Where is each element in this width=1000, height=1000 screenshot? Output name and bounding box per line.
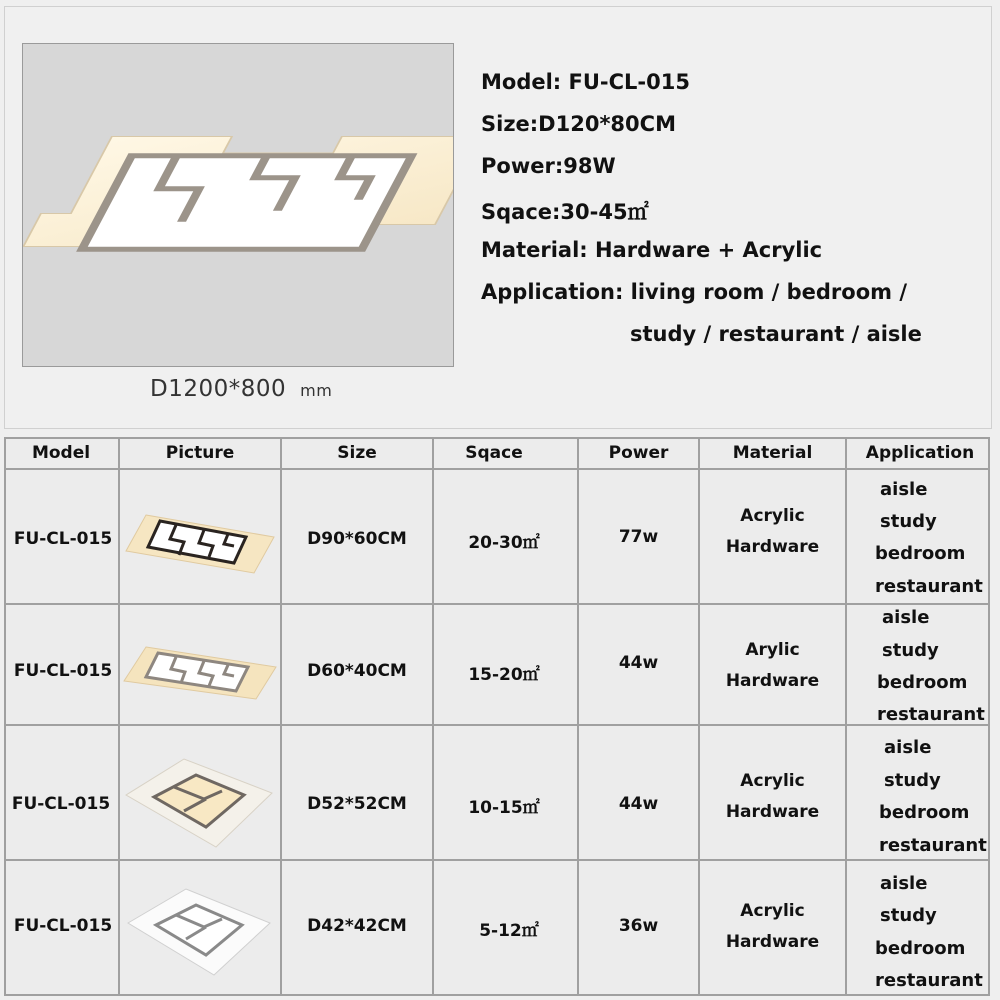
row4-model: FU-CL-015 xyxy=(13,916,113,936)
table-border xyxy=(4,468,990,470)
row1-power: 77w xyxy=(618,527,659,547)
row3-size: D52*52CM xyxy=(307,794,407,814)
row4-app-4: restaurant xyxy=(875,970,983,991)
table-border xyxy=(845,437,847,996)
header-picture: Picture xyxy=(165,443,235,463)
caption-unit: mm xyxy=(300,381,333,400)
row3-app-4: restaurant xyxy=(879,835,987,856)
row1-material-1: Acrylic xyxy=(740,506,805,526)
table-border xyxy=(577,437,579,996)
row2-material-2: Hardware xyxy=(725,671,820,691)
table-border xyxy=(4,603,990,605)
lamp-thumbnail xyxy=(124,753,274,853)
ceiling-lamp-image xyxy=(23,44,453,366)
lamp-thumbnail xyxy=(124,507,276,579)
row3-space: 10-15㎡ xyxy=(468,798,540,818)
row4-material-2: Hardware xyxy=(725,932,820,952)
table-border xyxy=(432,437,434,996)
spec-table xyxy=(4,437,990,996)
row2-app-1: aisle xyxy=(882,607,930,628)
row1-size: D90*60CM xyxy=(307,529,407,549)
row3-material-2: Hardware xyxy=(725,802,820,822)
spec-power: Power:98W xyxy=(481,154,616,178)
row1-app-1: aisle xyxy=(880,479,928,500)
table-border xyxy=(118,437,120,996)
header-power: Power xyxy=(608,443,669,463)
row3-material-1: Acrylic xyxy=(740,771,805,791)
row4-material-1: Acrylic xyxy=(740,901,805,921)
row3-app-3: bedroom xyxy=(879,802,970,823)
header-model: Model xyxy=(31,443,91,463)
spec-material: Material: Hardware + Acrylic xyxy=(481,238,823,262)
table-border xyxy=(988,437,990,996)
header-size: Size xyxy=(337,443,377,463)
caption-value: D1200*800 xyxy=(150,376,287,402)
dimension-caption xyxy=(150,376,332,402)
table-border xyxy=(4,437,6,996)
spec-size: Size:D120*80CM xyxy=(481,112,676,136)
product-photo xyxy=(22,43,454,367)
row4-power: 36w xyxy=(618,916,659,936)
table-border xyxy=(4,437,990,439)
table-border xyxy=(4,994,990,996)
table-border xyxy=(4,724,990,726)
row1-model: FU-CL-015 xyxy=(13,529,113,549)
row2-app-3: bedroom xyxy=(877,672,968,693)
header-application: Application xyxy=(865,443,975,463)
spec-application: Application: living room / bedroom / xyxy=(481,280,907,304)
row2-space: 15-20㎡ xyxy=(468,665,540,685)
row3-app-1: aisle xyxy=(884,737,932,758)
header-space: Sqace xyxy=(465,443,523,463)
row4-size: D42*42CM xyxy=(307,916,407,936)
row2-power: 44w xyxy=(618,653,659,673)
row4-app-1: aisle xyxy=(880,873,928,894)
row4-space: 5-12㎡ xyxy=(479,921,539,941)
table-border xyxy=(4,859,990,861)
row1-space: 20-30㎡ xyxy=(468,533,540,553)
spec-space: Sqace:30-45㎡ xyxy=(481,200,649,224)
row2-app-2: study xyxy=(882,640,939,661)
row2-app-4: restaurant xyxy=(877,704,985,725)
header-material: Material xyxy=(732,443,813,463)
row1-app-4: restaurant xyxy=(875,576,983,597)
table-border xyxy=(280,437,282,996)
row4-app-2: study xyxy=(880,905,937,926)
row3-model: FU-CL-015 xyxy=(11,794,111,814)
row2-model: FU-CL-015 xyxy=(13,661,113,681)
spec-model: Model: FU-CL-015 xyxy=(481,70,690,94)
lamp-thumbnail xyxy=(124,881,274,981)
row4-app-3: bedroom xyxy=(875,938,966,959)
row1-app-2: study xyxy=(880,511,937,532)
row3-power: 44w xyxy=(618,794,659,814)
row3-app-2: study xyxy=(884,770,941,791)
lamp-thumbnail xyxy=(120,641,278,703)
row2-material-1: Arylic xyxy=(745,640,800,660)
row1-material-2: Hardware xyxy=(725,537,820,557)
row2-size: D60*40CM xyxy=(307,661,407,681)
row1-app-3: bedroom xyxy=(875,543,966,564)
spec-application-continued: study / restaurant / aisle xyxy=(630,322,922,346)
